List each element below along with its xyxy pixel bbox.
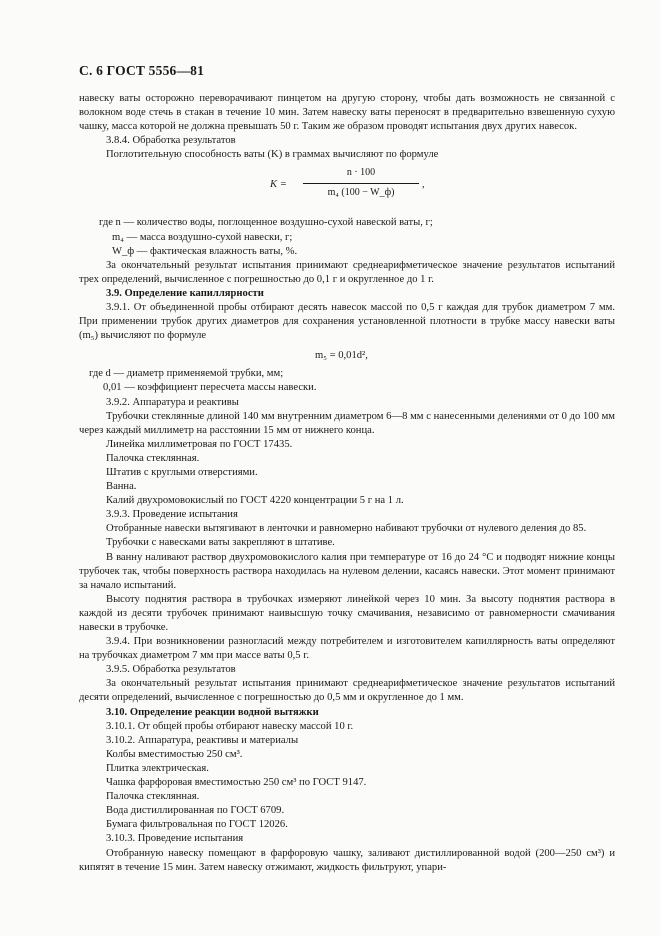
subsection-heading: 3.9.5. Обработка результатов: [106, 664, 236, 676]
subsection-heading: 3.10.2. Аппаратура, реактивы и материалы: [106, 734, 299, 746]
formula-mass: [79, 343, 615, 367]
formula-numerator: n · 100: [346, 167, 376, 179]
list-item: Линейка миллиметровая по ГОСТ 17435.: [106, 438, 293, 450]
formula-lhs: K =: [270, 179, 287, 191]
formula-legend: 0,01 — коэффициент пересчета массы навески.: [103, 382, 317, 394]
paragraph: 3.9.4. При возникновении разногласий между потребителем и изготовителем капиллярность ваты определяют на трубочках диаметром 7 мм при массе ваты 0,5 г.: [79, 636, 615, 662]
list-item: Палочка стеклянная.: [106, 452, 200, 464]
list-item: Бумага фильтровальная по ГОСТ 12026.: [106, 819, 288, 831]
paragraph: Трубочки с навесками ваты закрепляют в штативе.: [106, 537, 335, 549]
formula-legend: W_ф — фактическая влажность ваты, %.: [112, 245, 298, 257]
subsection-heading: 3.8.4. Обработка результатов: [106, 135, 236, 147]
subsection-heading: 3.10.3. Проведение испытания: [106, 833, 244, 845]
formula-comma: ,: [422, 179, 425, 191]
list-item: Калий двухромовокислый по ГОСТ 4220 концентрации 5 г на 1 л.: [106, 495, 404, 507]
paragraph: В ванну наливают раствор двухромовокислого калия при температуре от 16 до 24 °С и подводят нижние концы трубочек так, чтобы поверхность раствора находилась на нулевом делении, касаясь навески. Этот момент принимают за начало испытаний.: [79, 551, 615, 591]
paragraph: навеску ваты осторожно переворачивают пинцетом на другую сторону, чтобы дать возможность не связанной с волокном воде стечь в стакан в течение 10 мин. Затем навеску ваты переносят в предварительно взвешенную сухую чашку, масса которой не должна превышать 50 г. Таким же образом проводят испытания двух других навесок.: [79, 93, 615, 133]
paragraph: За окончательный результат испытания принимают среднеарифметическое значение результатов испытаний трех определений, вычисленное с погрешностью до 0,1 г и округленное до 1 г.: [79, 259, 615, 285]
list-item: Колбы вместимостью 250 см³.: [106, 748, 243, 760]
formula-denominator: m₄ (100 − W_ф): [327, 186, 395, 198]
fraction-bar: [303, 183, 419, 184]
subsection-heading: 3.9.3. Проведение испытания: [106, 509, 238, 521]
subsection-heading: 3.9.2. Аппаратура и реактивы: [106, 396, 239, 408]
paragraph: Поглотительную способность ваты (K) в граммах вычисляют по формуле: [106, 149, 439, 161]
list-item: Палочка стеклянная.: [106, 791, 200, 803]
paragraph: Отобранную навеску помещают в фарфоровую чашку, заливают дистиллированной водой (200—250 см³) и кипятят в течение 15 мин. Затем навеску отжимают, жидкость фильтруют, упари-: [79, 847, 615, 873]
formula-legend: где d — диаметр применяемой трубки, мм;: [89, 368, 284, 380]
section-heading: 3.10. Определение реакции водной вытяжки: [106, 706, 319, 718]
formula-mass-text: m₅ = 0,01d²,: [315, 350, 368, 362]
formula-fraction: [303, 166, 419, 199]
section-heading: 3.9. Определение капиллярности: [106, 287, 264, 299]
paragraph: Трубочки стеклянные длиной 140 мм внутренним диаметром 6—8 мм с нанесенными делениями от 0 до 100 мм через каждый миллиметр на расстоянии 15 мм от нижнего конца.: [79, 410, 615, 436]
paragraph: Отобранные навески вытягивают в ленточки и равномерно набивают трубочки от нулевого деления до 85.: [106, 523, 587, 535]
list-item: Вода дистиллированная по ГОСТ 6709.: [106, 805, 285, 817]
list-item: Штатив с круглыми отверстиями.: [106, 466, 258, 478]
formula-legend: где n — количество воды, поглощенное воздушно-сухой навеской ваты, г;: [99, 217, 433, 229]
list-item: Чашка фарфоровая вместимостью 250 см³ по ГОСТ 9147.: [106, 777, 367, 789]
formula-absorption: [79, 162, 615, 216]
document-body: [79, 92, 615, 875]
paragraph: За окончательный результат испытания принимают среднеарифметическое значение результатов испытаний десяти определений, вычисленное с погрешностью до 0,5 мм и округленное до 1 мм.: [79, 678, 615, 704]
paragraph: 3.10.1. От общей пробы отбирают навеску массой 10 г.: [106, 720, 354, 732]
list-item: Ванна.: [106, 481, 137, 493]
list-item: Плитка электрическая.: [106, 762, 209, 774]
paragraph: Высоту поднятия раствора в трубочках измеряют линейкой через 10 мин. За высоту поднятия раствора в каждой из десяти трубочек принимают наивысшую точку смачивания, независимо от равномерности смачивания навески в трубочке.: [79, 593, 615, 633]
formula-legend: m₄ — масса воздушно-сухой навески, г;: [112, 231, 293, 243]
page-header: С. 6 ГОСТ 5556—81: [79, 63, 205, 78]
paragraph: 3.9.1. От объединенной пробы отбирают десять навесок массой по 0,5 г каждая для трубок диаметром 7 мм. При применении трубок других диаметров для сохранения установленной плотности в трубке массу навески ваты (m₅) вычисляют по формуле: [79, 302, 615, 342]
